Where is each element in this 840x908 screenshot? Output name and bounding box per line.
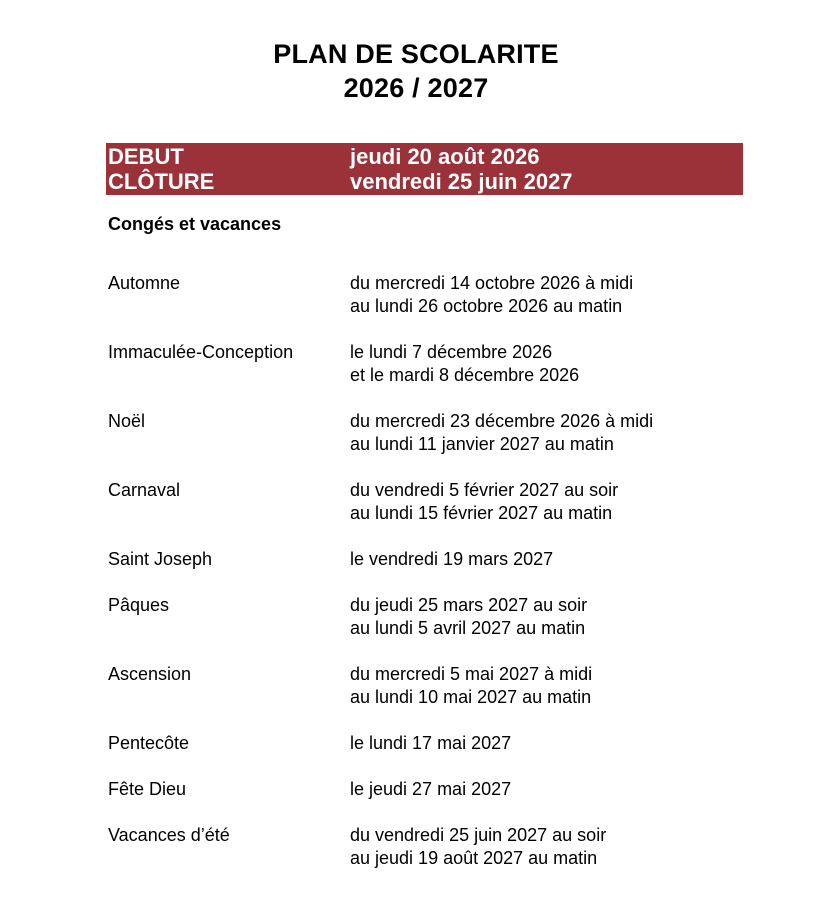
holiday-date-line: et le mardi 8 décembre 2026 — [350, 365, 580, 385]
holiday-date-line: du vendredi 25 juin 2027 au soir — [350, 825, 607, 845]
start-row — [106, 144, 743, 170]
document-title: PLAN DE SCOLARITE — [273, 39, 559, 69]
holiday-name: Fête Dieu — [108, 779, 187, 799]
holiday-date-line: au lundi 10 mai 2027 au matin — [350, 687, 592, 707]
holiday-name: Immaculée-Conception — [108, 342, 294, 362]
holiday-dates — [350, 548, 553, 571]
end-row — [106, 169, 743, 195]
holiday-date-line: le lundi 17 mai 2027 — [350, 733, 512, 753]
holiday-dates — [350, 732, 511, 755]
holiday-name: Noël — [108, 411, 146, 431]
holiday-name: Pentecôte — [108, 733, 190, 753]
start-label: DEBUT — [108, 144, 184, 169]
holiday-dates — [350, 341, 579, 387]
holiday-date-line: le vendredi 19 mars 2027 — [350, 549, 554, 569]
holiday-dates — [350, 594, 587, 640]
holiday-dates — [350, 410, 653, 456]
start-date: jeudi 20 août 2026 — [350, 144, 540, 169]
holiday-dates — [350, 778, 511, 801]
holiday-dates — [350, 663, 592, 709]
holiday-date-line: au lundi 15 février 2027 au matin — [350, 503, 613, 523]
holiday-date-line: du mercredi 14 octobre 2026 à midi — [350, 273, 634, 293]
holiday-date-line: du vendredi 5 février 2027 au soir — [350, 480, 619, 500]
holiday-name: Vacances d’été — [108, 825, 230, 845]
holiday-date-line: du jeudi 25 mars 2027 au soir — [350, 595, 588, 615]
holiday-name: Automne — [108, 273, 181, 293]
holiday-date-line: du mercredi 5 mai 2027 à midi — [350, 664, 593, 684]
section-heading: Congés et vacances — [108, 214, 282, 234]
holiday-date-line: le jeudi 27 mai 2027 — [350, 779, 512, 799]
holiday-dates — [350, 479, 618, 525]
holiday-name: Carnaval — [108, 480, 181, 500]
holiday-dates — [350, 272, 633, 318]
school-year: 2026 / 2027 — [343, 73, 489, 103]
holiday-date-line: le lundi 7 décembre 2026 — [350, 342, 553, 362]
holiday-date-line: au lundi 26 octobre 2026 au matin — [350, 296, 623, 316]
holiday-name: Pâques — [108, 595, 170, 615]
holiday-date-line: au lundi 11 janvier 2027 au matin — [350, 434, 614, 454]
holiday-date-line: du mercredi 23 décembre 2026 à midi — [350, 411, 654, 431]
end-date: vendredi 25 juin 2027 — [350, 169, 573, 194]
holiday-dates — [350, 824, 606, 870]
end-label: CLÔTURE — [108, 169, 215, 194]
holiday-name: Ascension — [108, 664, 192, 684]
holiday-date-line: au jeudi 19 août 2027 au matin — [350, 848, 598, 868]
holiday-name: Saint Joseph — [108, 549, 213, 569]
holiday-date-line: au lundi 5 avril 2027 au matin — [350, 618, 586, 638]
term-dates-banner — [106, 143, 743, 195]
